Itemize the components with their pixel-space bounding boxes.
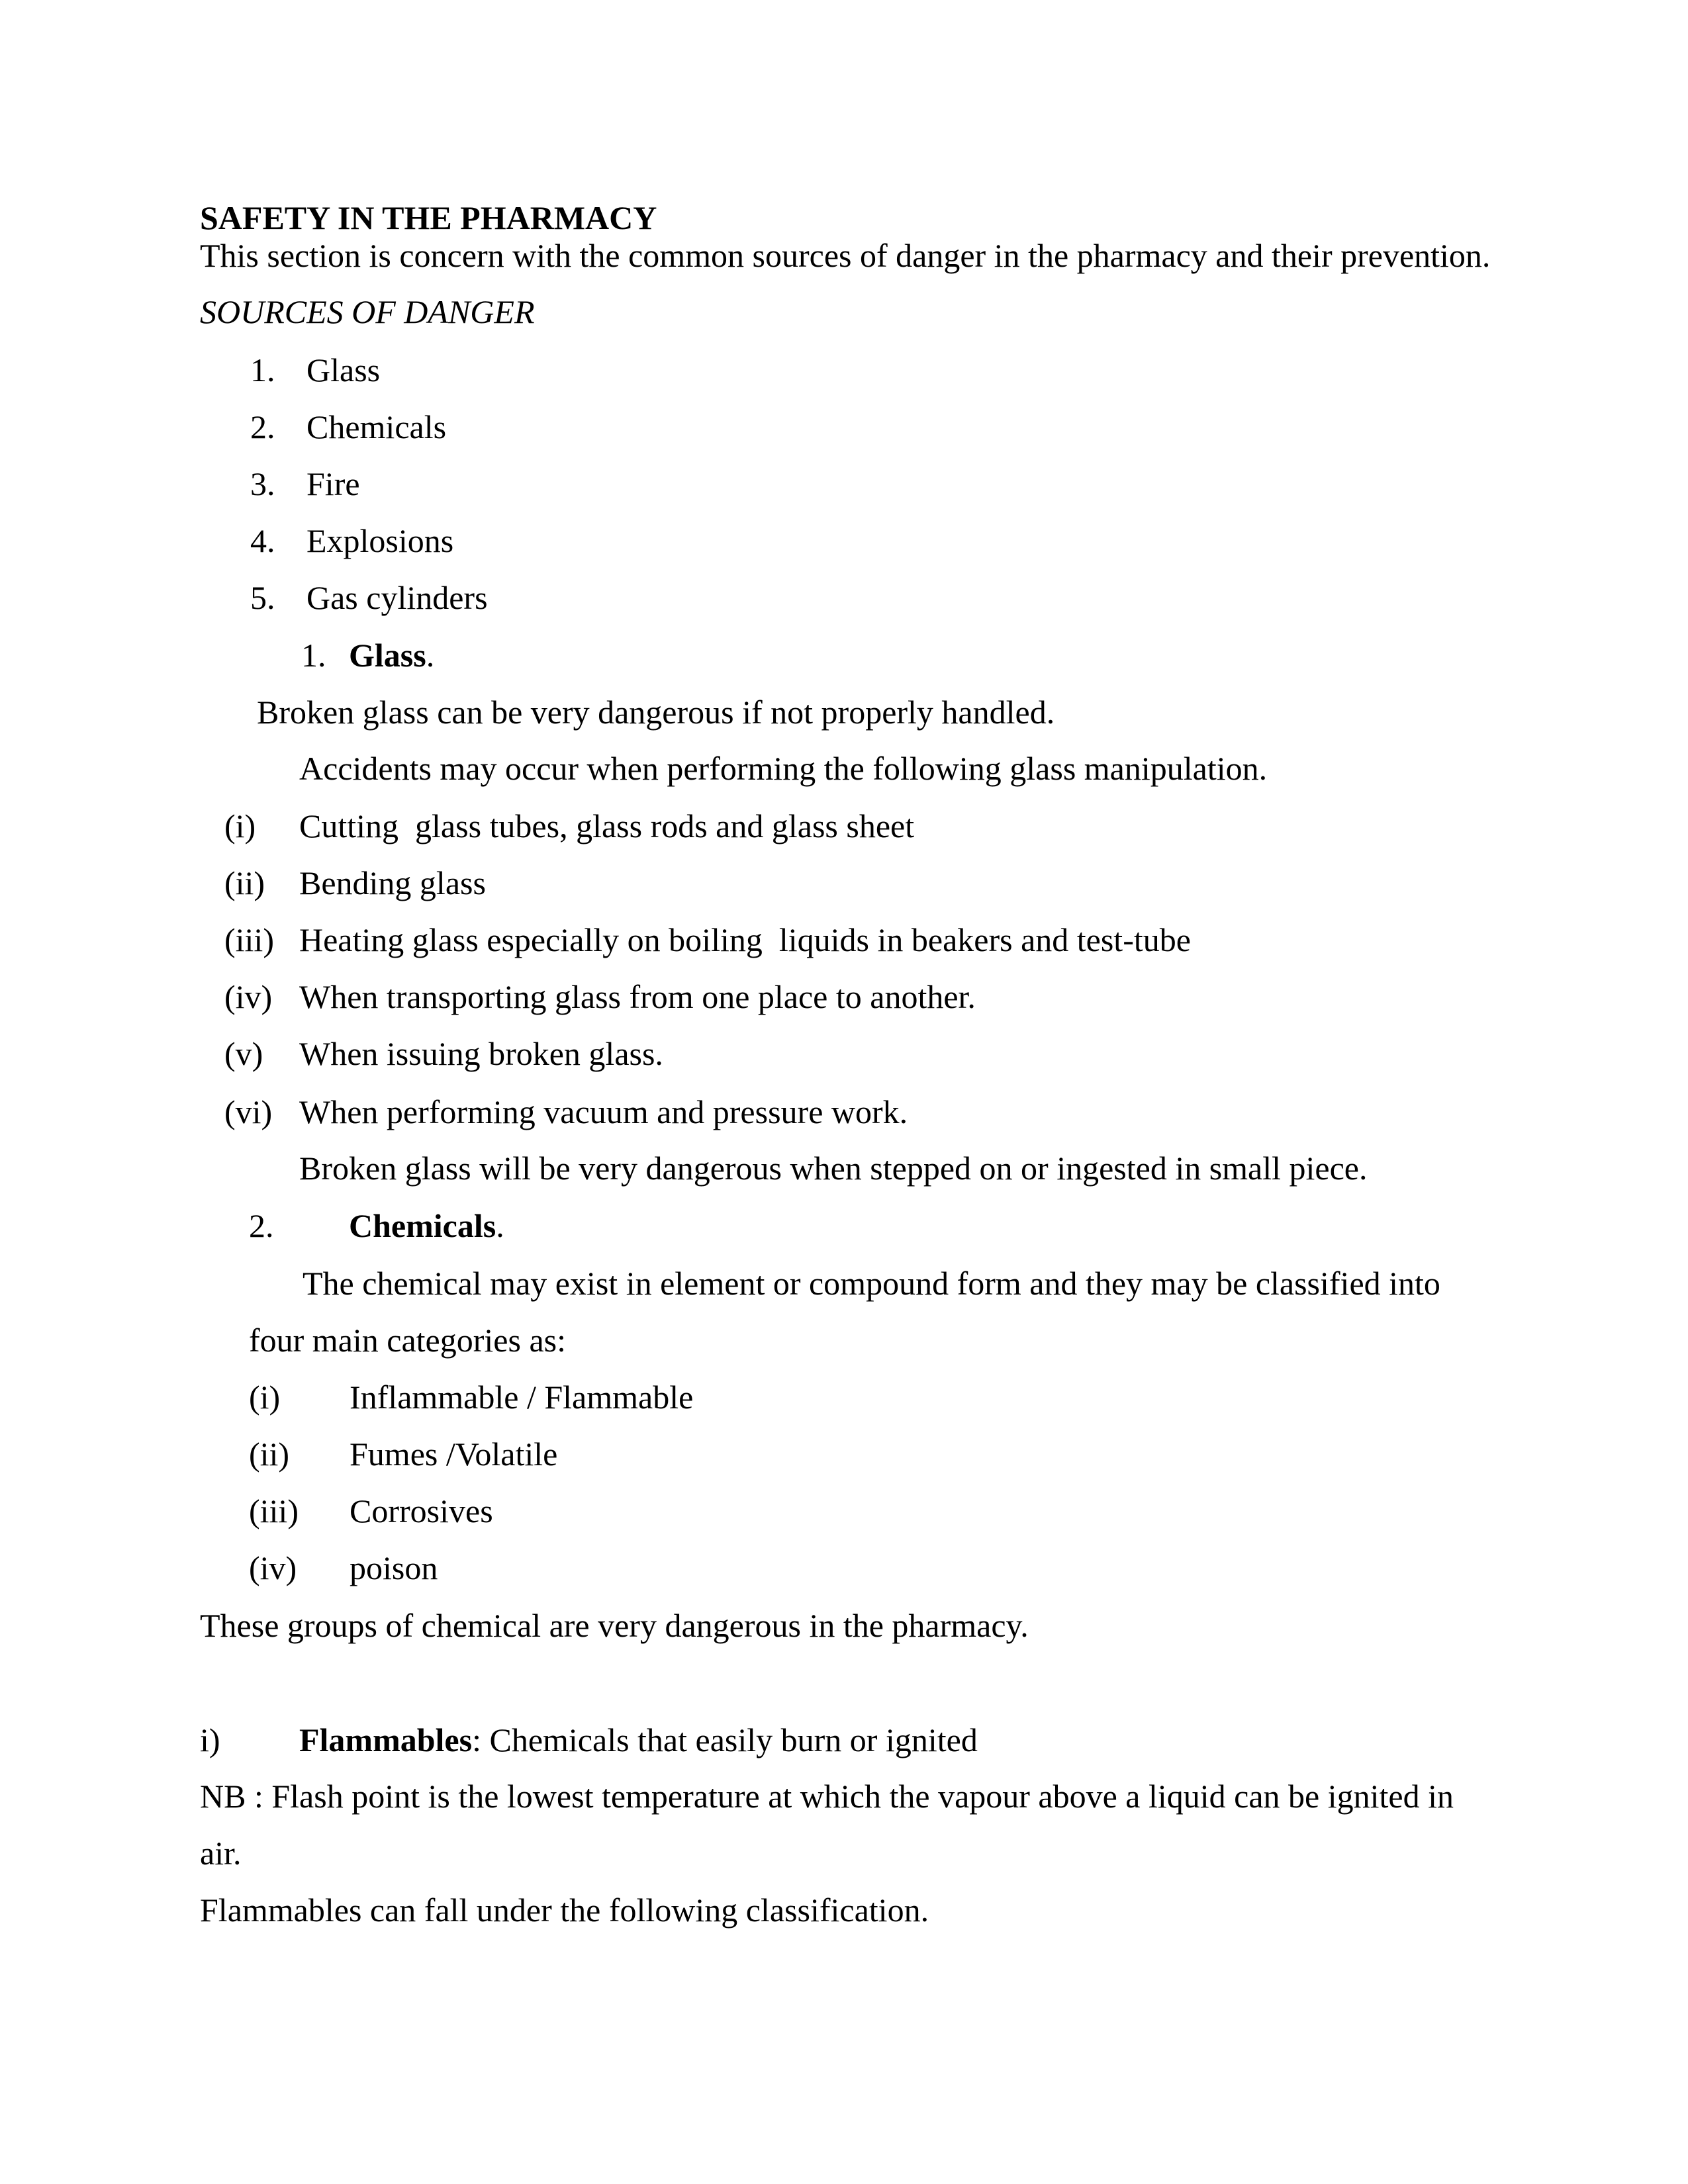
sources-list-item: [250, 581, 780, 614]
sources-list-item: [250, 410, 780, 443]
list-number: 3.: [250, 465, 275, 502]
glass-paragraph-1: Broken glass can be very dangerous if not properly handled.: [257, 694, 1055, 731]
chemicals-closing: These groups of chemical are very dangerous in the pharmacy.: [200, 1607, 1029, 1644]
list-number: (iii): [249, 1492, 299, 1529]
flammables-term: Flammables: [299, 1721, 473, 1758]
list-number: (v): [224, 1035, 263, 1072]
section-number: 1.: [301, 637, 326, 674]
chemicals-paragraph-line-1: The chemical may exist in element or compound form and they may be classified into: [303, 1265, 1440, 1302]
list-text: poison: [350, 1549, 438, 1586]
section-title: Chemicals: [349, 1207, 496, 1244]
sources-list-item: [250, 467, 780, 500]
list-label: Glass: [306, 351, 381, 388]
list-text: When transporting glass from one place to another.: [299, 978, 976, 1015]
glass-list-item: [224, 1037, 1482, 1070]
list-text: Heating glass especially on boiling liquids in beakers and test-tube: [299, 921, 1191, 958]
list-number: 4.: [250, 522, 275, 559]
section-number: i): [200, 1721, 220, 1758]
sources-list-item: [250, 353, 780, 387]
flash-point-note-line-2: air.: [200, 1835, 242, 1872]
list-number: 2.: [250, 408, 275, 445]
glass-list-item: [224, 980, 1482, 1013]
list-number: (iv): [249, 1549, 297, 1586]
chemical-category-item: [249, 1551, 1043, 1584]
list-number: (ii): [224, 864, 265, 901]
page-title: SAFETY IN THE PHARMACY: [200, 199, 657, 236]
list-text: Corrosives: [350, 1492, 493, 1529]
flammables-heading: [200, 1723, 1458, 1756]
chemical-category-item: [249, 1381, 1043, 1414]
chemicals-section-heading: [249, 1209, 712, 1242]
section-title-suffix: .: [426, 637, 435, 674]
glass-section-heading: [301, 639, 698, 672]
list-number: 5.: [250, 579, 275, 616]
list-text: Bending glass: [299, 864, 486, 901]
sources-heading: SOURCES OF DANGER: [200, 293, 535, 330]
list-number: (vi): [224, 1093, 273, 1130]
list-label: Gas cylinders: [306, 579, 488, 616]
flash-point-note-line-1: NB : Flash point is the lowest temperature at which the vapour above a liquid can be ignited in: [200, 1778, 1454, 1815]
section-title: Glass: [349, 637, 426, 674]
section-title-suffix: .: [496, 1207, 504, 1244]
sources-list-item: [250, 524, 780, 557]
section-title-wrap: [349, 1209, 504, 1242]
section-title-wrap: [349, 639, 434, 672]
glass-list-item: [224, 809, 1482, 842]
list-text: Fumes /Volatile: [350, 1435, 558, 1473]
glass-paragraph-2: Accidents may occur when performing the following glass manipulation.: [299, 750, 1268, 787]
flammables-definition-wrap: [299, 1723, 978, 1756]
list-number: (iii): [224, 921, 274, 958]
flammables-definition: : Chemicals that easily burn or ignited: [472, 1721, 978, 1758]
list-number: 1.: [250, 351, 275, 388]
list-number: (iv): [224, 978, 273, 1015]
list-number: (i): [224, 807, 256, 844]
list-text: Inflammable / Flammable: [350, 1379, 694, 1416]
list-number: (ii): [249, 1435, 290, 1473]
flammables-closing: Flammables can fall under the following classification.: [200, 1891, 929, 1929]
intro-paragraph: This section is concern with the common sources of danger in the pharmacy and their prevention.: [200, 237, 1491, 274]
glass-list-item: [224, 1095, 1482, 1128]
list-number: (i): [249, 1379, 281, 1416]
list-label: Chemicals: [306, 408, 447, 445]
list-text: Cutting glass tubes, glass rods and glass sheet: [299, 807, 915, 844]
list-label: Fire: [306, 465, 360, 502]
chemical-category-item: [249, 1494, 1043, 1527]
glass-list-item: [224, 866, 1482, 899]
glass-closing: Broken glass will be very dangerous when stepped on or ingested in small piece.: [299, 1150, 1368, 1187]
list-label: Explosions: [306, 522, 454, 559]
glass-list-item: [224, 923, 1482, 956]
list-text: When issuing broken glass.: [299, 1035, 663, 1072]
chemicals-paragraph-line-2: four main categories as:: [249, 1322, 566, 1359]
chemical-category-item: [249, 1437, 1043, 1471]
section-number: 2.: [249, 1207, 274, 1244]
list-text: When performing vacuum and pressure work.: [299, 1093, 908, 1130]
